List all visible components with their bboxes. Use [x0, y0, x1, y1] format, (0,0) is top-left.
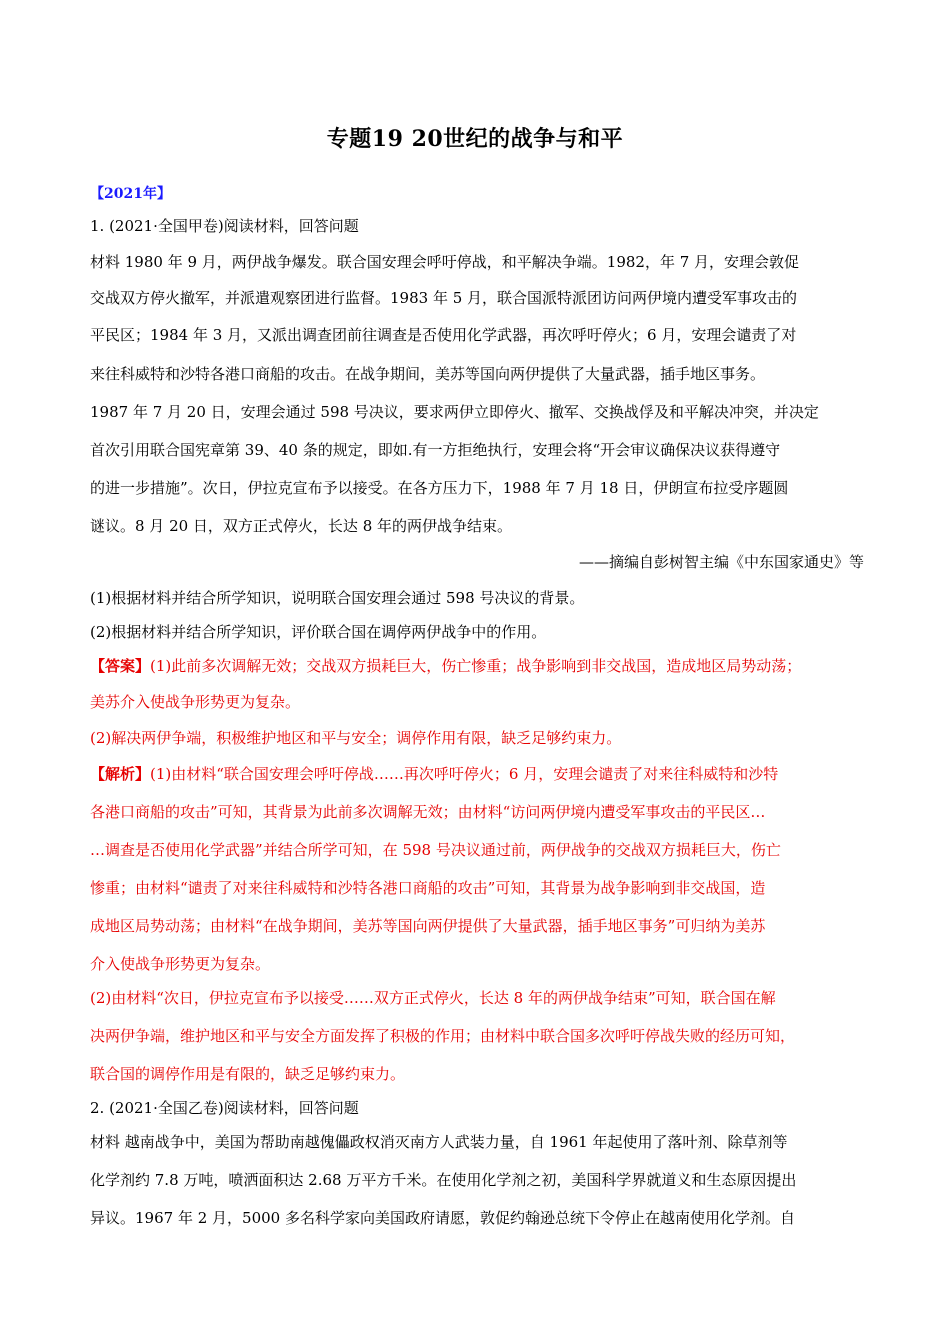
q2-header: 2. (2021·全国乙卷)阅读材料，回答问题 [90, 1099, 359, 1117]
q1-question-1: (1)根据材料并结合所学知识，说明联合国安理会通过 598 号决议的背景。 [90, 589, 585, 607]
q1-material-line: 材料 1980 年 9 月，两伊战争爆发。联合国安理会呼吁停战，和平解决争端。1982，年 7 月，安理会敦促 [90, 253, 800, 271]
q1-analysis-line: (2)由材料“次日，伊拉克宣布予以接受……双方正式停火，长达 8 年的两伊战争结束”可知，联合国在解 [90, 989, 776, 1007]
q1-analysis-line: …调查是否使用化学武器”并结合所学可知，在 598 号决议通过前，两伊战争的交战双方损耗巨大，伤亡 [90, 841, 781, 859]
q1-answer-line: (2)解决两伊争端，积极维护地区和平与安全；调停作用有限，缺乏足够约束力。 [90, 729, 622, 747]
q2-material-line: 异议。1967 年 2 月，5000 多名科学家向美国政府请愿，敦促约翰逊总统下令停止在越南使用化学剂。自 [90, 1209, 795, 1227]
q1-material-line: 来往科威特和沙特各港口商船的攻击。在战争期间，美苏等国向两伊提供了大量武器，插手地区事务。 [90, 365, 766, 383]
q1-source-citation: ——摘编自彭树智主编《中东国家通史》等 [578, 553, 864, 571]
q1-analysis-line: 惨重；由材料“谴责了对来往科威特和沙特各港口商船的攻击”可知，其背景为战争影响到非交战国，造 [90, 879, 766, 897]
section-year-heading: 【2021年】 [90, 186, 171, 202]
q1-material-line: 1987 年 7 月 20 日，安理会通过 598 号决议，要求两伊立即停火、撤军、交换战俘及和平解决冲突，并决定 [90, 403, 819, 421]
q1-material-line: 谜议。8 月 20 日，双方正式停火，长达 8 年的两伊战争结束。 [90, 517, 513, 535]
q1-material-line: 的进一步措施”。次日，伊拉克宣布予以接受。在各方压力下，1988 年 7 月 18 日，伊朗宣布拉受序题圆 [90, 479, 789, 497]
q1-analysis-line: 各港口商船的攻击”可知，其背景为此前多次调解无效；由材料“访问两伊境内遭受军事攻击的平民区… [90, 803, 766, 821]
q1-analysis-line: 成地区局势动荡；由材料“在战争期间，美苏等国向两伊提供了大量武器，插手地区事务”可归纳为美苏 [90, 917, 766, 935]
q1-answer-line [90, 656, 880, 676]
answer-text: (1)此前多次调解无效；交战双方损耗巨大，伤亡惨重；战争影响到非交战国，造成地区局势动荡； [150, 657, 802, 675]
q1-header: 1. (2021·全国甲卷)阅读材料，回答问题 [90, 217, 359, 235]
q2-material-line: 化学剂约 7.8 万吨，喷洒面积达 2.68 万平方千米。在使用化学剂之初，美国科学界就道义和生态原因提出 [90, 1171, 797, 1189]
q1-analysis-line: 决两伊争端，维护地区和平与安全方面发挥了积极的作用；由材料中联合国多次呼吁停战失败的经历可知， [90, 1027, 796, 1045]
analysis-text: (1)由材料“联合国安理会呼吁停战……再次呼吁停火；6 月，安理会谴责了对来往科威特和沙特 [150, 765, 779, 783]
q1-analysis-line [90, 764, 880, 784]
analysis-tag: 【解析】 [90, 765, 151, 783]
q1-material-line: 交战双方停火撤军，并派遣观察团进行监督。1983 年 5 月，联合国派特派团访问两伊境内遭受军事攻击的 [90, 289, 798, 307]
q1-analysis-line: 联合国的调停作用是有限的，缺乏足够约束力。 [90, 1065, 406, 1083]
q2-material-line: 材料 越南战争中，美国为帮助南越傀儡政权消灭南方人武装力量，自 1961 年起使用了落叶剂、除草剂等 [90, 1133, 788, 1151]
q1-analysis-line: 介入使战争形势更为复杂。 [90, 955, 271, 973]
q1-question-2: (2)根据材料并结合所学知识，评价联合国在调停两伊战争中的作用。 [90, 623, 547, 641]
page-title: 专题19 20世纪的战争与和平 [326, 126, 624, 152]
q1-answer-line: 美苏介入使战争形势更为复杂。 [90, 693, 301, 711]
answer-tag: 【答案】 [90, 657, 151, 675]
q1-material-line: 首次引用联合国宪章第 39、40 条的规定，即如.有一方拒绝执行，安理会将“开会审议确保决议获得遵守 [90, 441, 781, 459]
q1-material-line: 平民区；1984 年 3 月，又派出调查团前往调查是否使用化学武器，再次呼吁停火；6 月，安理会谴责了对 [90, 326, 797, 344]
